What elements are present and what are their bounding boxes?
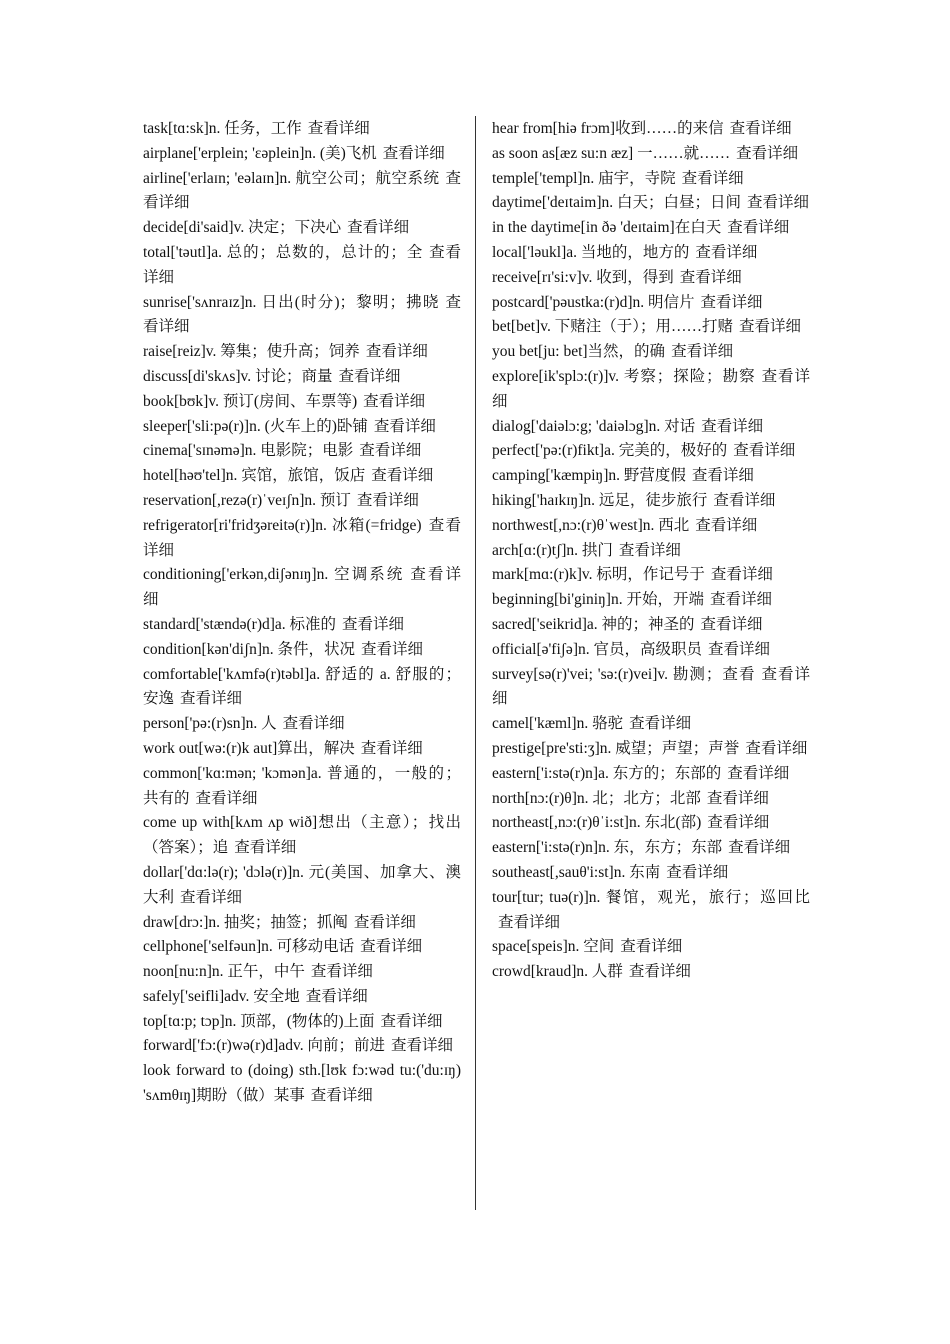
vocab-entry: prestige[pre'sti:ʒ]n. 威望；声望；声誉 查看详细 <box>492 739 808 757</box>
vocab-entry: bet[bet]v. 下赌注（于）；用……打赌 查看详细 <box>492 318 801 336</box>
vocab-entry: tour[tur; tuə(r)]n. 餐馆，观光，旅行；巡回比查看详细 <box>492 888 810 931</box>
view-details-link[interactable]: 查看详细 <box>745 739 808 757</box>
vocab-entry: person['pə:(r)sn]n. 人 查看详细 <box>143 715 345 733</box>
vocab-entry: receive[rɪ'si:v]v. 收到，得到 查看详细 <box>492 268 742 286</box>
view-details-link[interactable]: 查看详细 <box>736 144 799 162</box>
view-details-link[interactable]: 查看详细 <box>707 814 770 832</box>
view-details-link[interactable]: 查看详细 <box>747 194 810 212</box>
vocab-entry: crowd[kraud]n. 人群 查看详细 <box>492 963 691 981</box>
view-details-link[interactable]: 查看详细 <box>373 417 436 435</box>
vocab-entry: eastern['i:stə(r)n]a. 东方的；东部的 查看详细 <box>492 764 790 782</box>
vocab-entry: forward['fɔ:(r)wə(r)d]adv. 向前；前进 查看详细 <box>143 1037 453 1055</box>
view-details-link[interactable]: 查看详细 <box>307 120 370 137</box>
vocab-entry: hear from[hiə frɔm]收到……的来信 查看详细 <box>492 120 792 137</box>
vocab-entry: common['kɑ:mən; 'kɔmən]a. 普通的，一般的；共有的 查看详细 <box>143 764 461 807</box>
view-details-link[interactable]: 查看详细 <box>727 219 790 237</box>
view-details-link[interactable]: 查看详细 <box>380 1012 443 1030</box>
view-details-link[interactable]: 查看详细 <box>143 293 461 336</box>
view-details-link[interactable]: 查看详细 <box>365 343 428 361</box>
view-details-link[interactable]: 查看详细 <box>143 516 461 559</box>
view-details-link[interactable]: 查看详细 <box>733 442 796 460</box>
view-details-link[interactable]: 查看详细 <box>363 392 426 410</box>
view-details-link[interactable]: 查看详细 <box>342 615 405 633</box>
view-details-link[interactable]: 查看详细 <box>347 219 410 237</box>
vocab-entry: perfect['pə:(r)fikt]a. 完美的，极好的 查看详细 <box>492 442 796 460</box>
vocab-entry: you bet[ju: bet]当然，的确 查看详细 <box>492 343 734 361</box>
view-details-link[interactable]: 查看详细 <box>371 467 434 485</box>
vocab-entry: cinema['sɪnəmə]n. 电影院；电影 查看详细 <box>143 442 422 460</box>
view-details-link[interactable]: 查看详细 <box>143 243 461 286</box>
view-details-link[interactable]: 查看详细 <box>356 491 419 509</box>
vocab-entry: local['ləukl]a. 当地的，地方的 查看详细 <box>492 243 758 261</box>
view-details-link[interactable]: 查看详细 <box>282 715 345 733</box>
view-details-link[interactable]: 查看详细 <box>310 1087 373 1105</box>
view-details-link[interactable]: 查看详细 <box>695 243 758 261</box>
vocab-entry: mark[mɑ:(r)k]v. 标明，作记号于 查看详细 <box>492 566 773 584</box>
view-details-link[interactable]: 查看详细 <box>498 913 561 931</box>
vocab-entry: sleeper['sli:pə(r)]n. (火车上的)卧铺 查看详细 <box>143 417 436 435</box>
view-details-link[interactable]: 查看详细 <box>361 640 424 658</box>
vocab-entry: daytime['deɪtaim]n. 白天；白昼；日间 查看详细 <box>492 194 810 212</box>
vocab-entry: standard['stændə(r)d]a. 标准的 查看详细 <box>143 615 405 633</box>
vocab-entry: condition[kən'diʃn]n. 条件，状况 查看详细 <box>143 640 424 658</box>
vocab-entry: draw[drɔ:]n. 抽奖；抽签；抓阄 查看详细 <box>143 913 416 931</box>
view-details-link[interactable]: 查看详细 <box>695 516 758 534</box>
vocab-entry: southeast[,sauθ'i:st]n. 东南 查看详细 <box>492 863 729 881</box>
vocab-entry: top[tɑ:p; tɔp]n. 顶部，(物体的)上面 查看详细 <box>143 1012 443 1030</box>
view-details-link[interactable]: 查看详细 <box>706 789 769 807</box>
view-details-link[interactable]: 查看详细 <box>618 541 681 559</box>
view-details-link[interactable]: 查看详细 <box>700 293 763 311</box>
vocab-entry: dollar['dɑ:lə(r); 'dɔlə(r)]n. 元(美国、加拿大、澳大利 查看详细 <box>143 863 461 906</box>
view-details-link[interactable]: 查看详细 <box>360 938 423 956</box>
view-details-link[interactable]: 查看详细 <box>700 615 763 633</box>
view-details-link[interactable]: 查看详细 <box>143 169 461 212</box>
vocab-entry: survey[sə(r)'vei; 'sə:(r)vei]v. 勘测；查看 查看详细 <box>492 665 810 708</box>
view-details-link[interactable]: 查看详细 <box>492 367 810 410</box>
view-details-link[interactable]: 查看详细 <box>180 690 243 708</box>
vocab-entry: eastern['i:stə(r)n]n. 东，东方；东部 查看详细 <box>492 839 791 857</box>
view-details-link[interactable]: 查看详细 <box>359 442 422 460</box>
view-details-link[interactable]: 查看详细 <box>671 343 734 361</box>
view-details-link[interactable]: 查看详细 <box>727 764 790 782</box>
vocab-entry: northwest[,nɔ:(r)θˈwest]n. 西北 查看详细 <box>492 516 758 534</box>
view-details-link[interactable]: 查看详细 <box>709 591 772 609</box>
vocab-entry: work out[wə:(r)k aut]算出，解决 查看详细 <box>143 739 423 757</box>
vocab-entry: hotel[həʊ'tel]n. 宾馆，旅馆，饭店 查看详细 <box>143 467 434 485</box>
vocab-entry: camping['kæmpiŋ]n. 野营度假 查看详细 <box>492 467 754 485</box>
view-details-link[interactable]: 查看详细 <box>360 739 423 757</box>
vocab-entry: as soon as[æz su:n æz] 一……就…… 查看详细 <box>492 144 799 162</box>
view-details-link[interactable]: 查看详细 <box>390 1037 453 1055</box>
view-details-link[interactable]: 查看详细 <box>728 839 791 857</box>
vocab-entry: northeast[,nɔ:(r)θˈi:st]n. 东北(部) 查看详细 <box>492 814 770 832</box>
vocab-entry: beginning[bi'giniŋ]n. 开始，开端 查看详细 <box>492 591 772 609</box>
view-details-link[interactable]: 查看详细 <box>681 169 744 187</box>
vocab-entry: safely['seifli]adv. 安全地 查看详细 <box>143 987 368 1005</box>
vocab-entry: sunrise['sʌnraɪz]n. 日出(时分)；黎明；拂晓 查看详细 <box>143 293 461 336</box>
vocab-entry: arch[ɑ:(r)tʃ]n. 拱门 查看详细 <box>492 541 681 559</box>
view-details-link[interactable]: 查看详细 <box>701 417 764 435</box>
vocab-entry: decide[di'said]v. 决定；下决心 查看详细 <box>143 219 410 237</box>
vocab-entry: sacred['seikrid]a. 神的；神圣的 查看详细 <box>492 615 763 633</box>
view-details-link[interactable]: 查看详细 <box>338 367 401 385</box>
vocab-entry: north[nɔ:(r)θ]n. 北；北方；北部 查看详细 <box>492 789 769 807</box>
vocab-entry: come up with[kʌm ʌp wið]想出（主意）；找出（答案）；追 查看详细 <box>143 814 461 857</box>
vocab-entry: explore[ik'splɔ:(r)]v. 考察；探险；勘察 查看详细 <box>492 367 810 410</box>
view-details-link[interactable]: 查看详细 <box>710 566 773 584</box>
vocab-entry: temple['templ]n. 庙宇，寺院 查看详细 <box>492 169 744 187</box>
view-details-link[interactable]: 查看详细 <box>629 715 692 733</box>
vocab-entry: conditioning['erkən,diʃənɪŋ]n. 空调系统 查看详细 <box>143 566 461 609</box>
vocab-entry: cellphone['selfəun]n. 可移动电话 查看详细 <box>143 938 423 956</box>
view-details-link[interactable]: 查看详细 <box>666 863 729 881</box>
vocab-entry: discuss[di'skʌs]v. 讨论；商量 查看详细 <box>143 367 401 385</box>
view-details-link[interactable]: 查看详细 <box>353 913 416 931</box>
right-column <box>492 117 810 985</box>
vocab-entry: total['təutl]a. 总的；总数的，总计的；全 查看详细 <box>143 243 461 286</box>
view-details-link[interactable]: 查看详细 <box>195 789 258 807</box>
view-details-link[interactable]: 查看详细 <box>310 963 373 981</box>
view-details-link[interactable]: 查看详细 <box>713 491 776 509</box>
view-details-link[interactable]: 查看详细 <box>691 467 754 485</box>
vocab-entry: book[bʊk]v. 预订(房间、车票等) 查看详细 <box>143 392 426 410</box>
vocab-entry: camel['kæml]n. 骆驼 查看详细 <box>492 715 692 733</box>
view-details-link[interactable]: 查看详细 <box>234 839 297 857</box>
vocab-entry: look forward to (doing) sth.[lʊk fɔ:wəd tu:('du:ɪŋ) 'sʌmθɪŋ]期盼（做）某事 查看详细 <box>143 1062 461 1105</box>
vocab-entry: noon[nu:n]n. 正午，中午 查看详细 <box>143 963 373 981</box>
vocab-entry: airplane['erplein; 'ɛəplein]n. (美)飞机 查看详细 <box>143 144 445 162</box>
vocab-entry: official[ə'fiʃə]n. 官员，高级职员 查看详细 <box>492 640 770 658</box>
vocab-entry: space[speis]n. 空间 查看详细 <box>492 938 683 956</box>
column-divider <box>475 116 476 1210</box>
vocab-entry: task[tɑ:sk]n. 任务，工作 查看详细 <box>143 120 370 137</box>
view-details-link[interactable]: 查看详细 <box>738 318 801 336</box>
vocab-entry: hiking['haɪkɪŋ]n. 远足，徒步旅行 查看详细 <box>492 491 776 509</box>
vocab-entry: dialog['daiəlɔ:g; 'daiəlɔg]n. 对话 查看详细 <box>492 417 764 435</box>
vocab-entry: in the daytime[in ðə 'deɪtaim]在白天 查看详细 <box>492 219 790 237</box>
vocab-entry: airline['erlaɪn; 'eəlaɪn]n. 航空公司；航空系统 查看详细 <box>143 169 461 212</box>
view-details-link[interactable]: 查看详细 <box>180 888 243 906</box>
view-details-link[interactable]: 查看详细 <box>707 640 770 658</box>
left-column <box>143 117 461 1109</box>
view-details-link[interactable]: 查看详细 <box>382 144 445 162</box>
vocab-entry: raise[reiz]v. 筹集；使升高；饲养 查看详细 <box>143 343 428 361</box>
vocab-entry: refrigerator[ri'fridʒəreitə(r)]n. 冰箱(=fridge) 查看详细 <box>143 516 461 559</box>
view-details-link[interactable]: 查看详细 <box>628 963 691 981</box>
view-details-link[interactable]: 查看详细 <box>679 268 742 286</box>
view-details-link[interactable]: 查看详细 <box>620 938 683 956</box>
vocab-entry: postcard['pəustka:(r)d]n. 明信片 查看详细 <box>492 293 763 311</box>
vocab-entry: reservation[,rezə(r)ˈveɪʃn]n. 预订 查看详细 <box>143 491 419 509</box>
vocab-entry: comfortable['kʌmfə(r)təbl]a. 舒适的 a. 舒服的；安逸 查看详细 <box>143 665 461 708</box>
view-details-link[interactable]: 查看详细 <box>305 987 368 1005</box>
view-details-link[interactable]: 查看详细 <box>143 566 461 609</box>
view-details-link[interactable]: 查看详细 <box>729 120 792 137</box>
view-details-link[interactable]: 查看详细 <box>492 665 810 708</box>
